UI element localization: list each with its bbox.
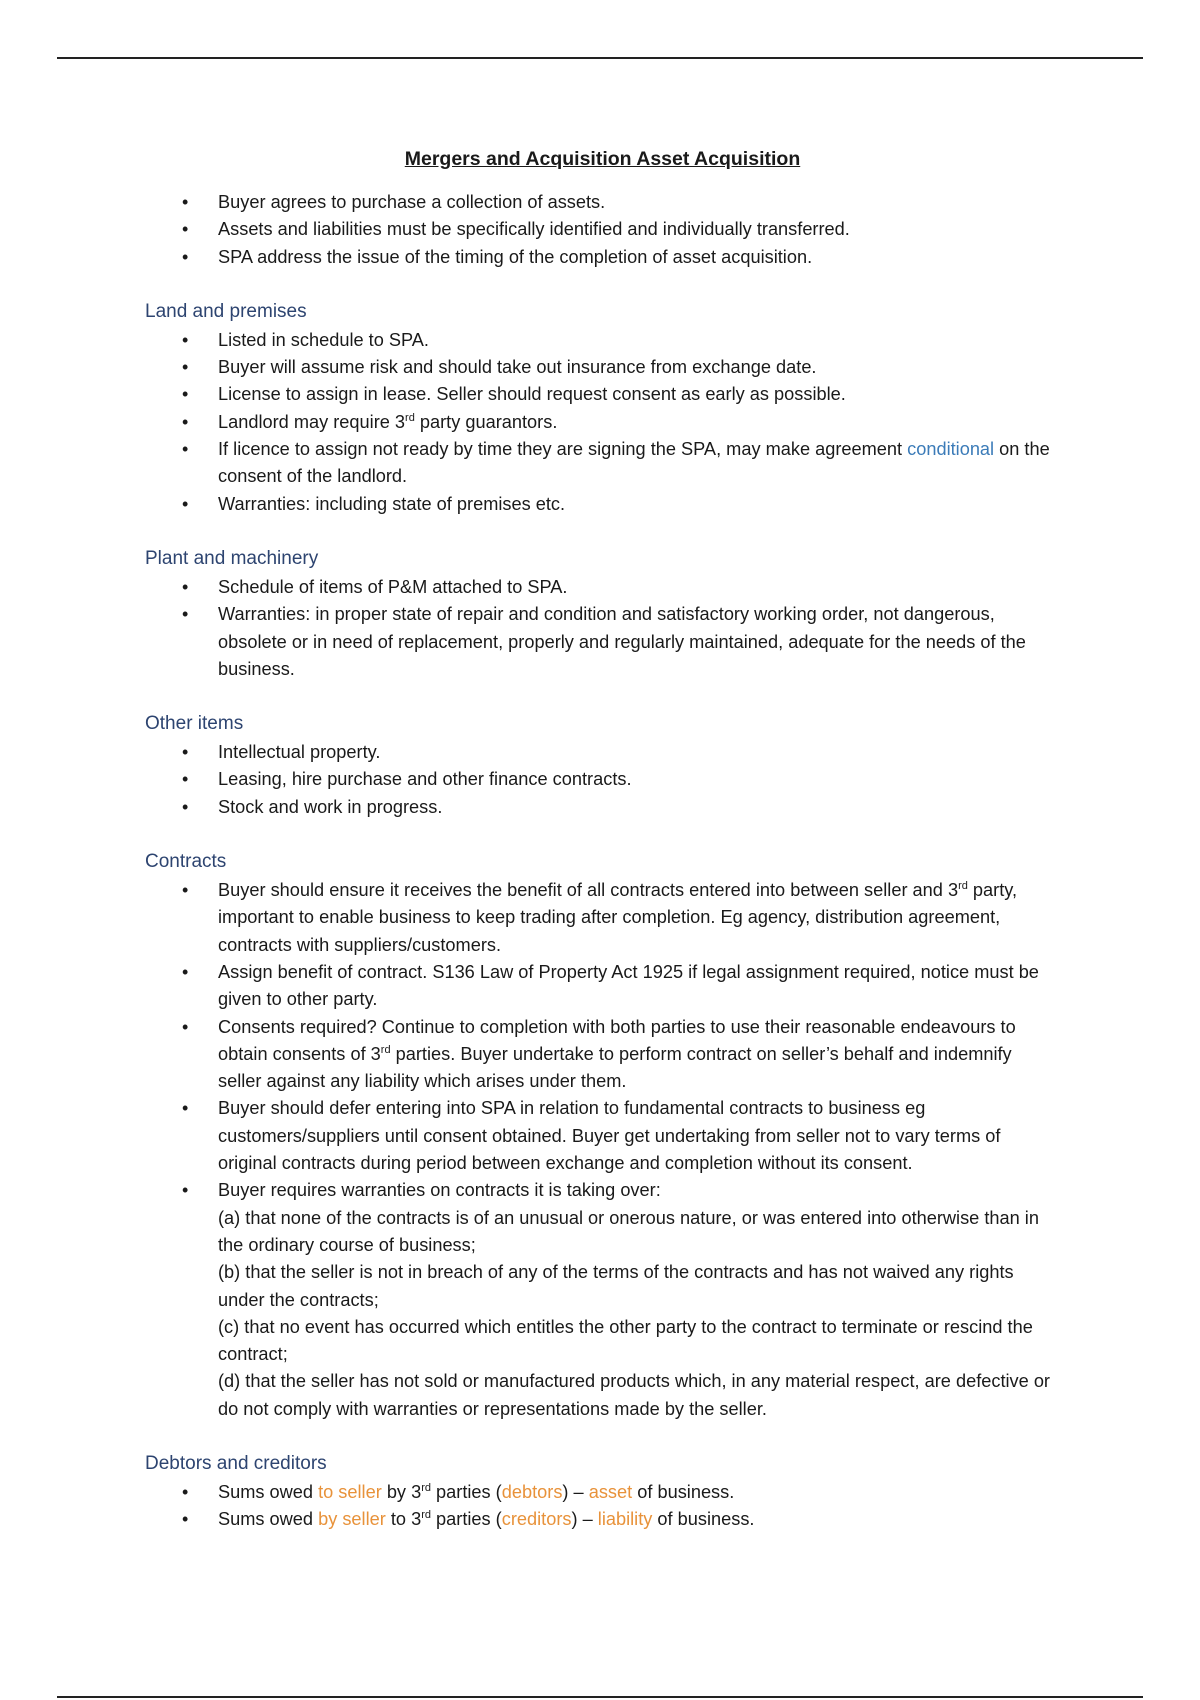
- list-item: [145, 409, 1060, 436]
- text-run: Buyer should ensure it receives the benefit of all contracts entered into between seller and 3: [218, 880, 959, 901]
- warranty-a: (a) that none of the contracts is of an unusual or onerous nature, or was entered into otherwise than in the ordinary course of business;: [218, 1207, 1039, 1255]
- page-title: Mergers and Acquisition Asset Acquisition: [404, 148, 801, 170]
- list-item: • Warranties: including state of premises etc.: [145, 491, 1060, 518]
- list-item: [145, 1014, 1060, 1096]
- text-run: party, important to enable business to keep trading after completion. Eg agency, distribution agreement, contracts with suppliers/customers.: [218, 880, 1018, 955]
- text-run: of business.: [632, 1481, 735, 1502]
- text-run: • Buyer requires warranties on contracts it is taking over:: [218, 1180, 661, 1201]
- warranty-b: (b) that the seller is not in breach of any of the terms of the contracts and has not waived any rights under the contracts;: [218, 1262, 1014, 1310]
- superscript: rd: [380, 1043, 391, 1056]
- list-item: [145, 1177, 1060, 1423]
- list-item: • Stock and work in progress.: [145, 794, 1060, 821]
- text-run: Landlord may require 3: [218, 411, 406, 432]
- footer-rule: [57, 1696, 1143, 1698]
- list-item: • SPA address the issue of the timing of the completion of asset acquisition.: [145, 244, 1060, 271]
- text-run: If licence to assign not ready by time they are signing the SPA, may make agreement: [218, 439, 908, 460]
- superscript: rd: [958, 879, 968, 892]
- warranty-d: (d) that the seller has not sold or manufactured products which, in any material respect, are defective or do not comply with warranties or representations made by the seller.: [218, 1371, 1050, 1419]
- text-run: ) –: [562, 1481, 589, 1502]
- superscript: rd: [405, 411, 415, 424]
- list-item: [145, 877, 1060, 959]
- highlight-asset: asset: [588, 1481, 633, 1502]
- contracts-list: [145, 877, 1060, 1423]
- land-list: [145, 327, 1060, 518]
- text-run: party guarantors.: [414, 411, 558, 432]
- highlight-by-seller: by seller: [318, 1509, 386, 1530]
- list-item: • Buyer should defer entering into SPA in relation to fundamental contracts to business eg customers/suppliers until consent obtained. Buyer get undertaking from seller not to vary terms of original contracts during period between exchange and completion without its consent.: [145, 1095, 1060, 1177]
- superscript: rd: [421, 1481, 431, 1494]
- list-item: • Leasing, hire purchase and other finance contracts.: [145, 766, 1060, 793]
- plant-list: [145, 574, 1060, 683]
- text-run: on the consent of the landlord.: [218, 439, 1050, 487]
- list-item: • Warranties: in proper state of repair and condition and satisfactory working order, not dangerous, obsolete or in need of replacement, properly and regularly maintained, adequate for the needs of the business.: [145, 601, 1060, 683]
- section-heading-debtors: Debtors and creditors: [145, 1452, 327, 1474]
- list-item: [145, 436, 1060, 491]
- warranty-c: (c) that no event has occurred which entitles the other party to the contract to terminate or rescind the contract;: [218, 1316, 1033, 1365]
- list-item: • License to assign in lease. Seller should request consent as early as possible.: [145, 381, 1060, 408]
- section-heading-land: Land and premises: [145, 300, 307, 322]
- text-run: Sums owed: [218, 1481, 319, 1502]
- list-item: • Buyer will assume risk and should take out insurance from exchange date.: [145, 354, 1060, 381]
- other-list: [145, 739, 1060, 821]
- header-rule: [57, 57, 1143, 59]
- debtors-list: [145, 1479, 1060, 1534]
- list-item: [145, 1506, 1060, 1533]
- list-item: • Buyer agrees to purchase a collection of assets.: [145, 189, 1060, 216]
- highlight-debtors: debtors: [501, 1481, 563, 1502]
- text-run: to 3: [385, 1509, 422, 1530]
- text-run: by 3: [381, 1481, 422, 1502]
- text-run: parties (: [430, 1481, 502, 1502]
- highlight-to-seller: to seller: [318, 1481, 382, 1502]
- section-heading-other: Other items: [145, 713, 244, 735]
- text-run: of business.: [652, 1509, 755, 1530]
- section-heading-plant: Plant and machinery: [145, 547, 319, 569]
- text-run: ) –: [571, 1509, 598, 1530]
- superscript: rd: [421, 1509, 431, 1522]
- document-body: [145, 140, 1060, 1534]
- list-item: • Schedule of items of P&M attached to SPA.: [145, 574, 1060, 601]
- list-item: • Assets and liabilities must be specifically identified and individually transferred.: [145, 216, 1060, 243]
- list-item: [145, 1479, 1060, 1506]
- highlight-conditional: conditional: [907, 439, 995, 460]
- list-item: • Listed in schedule to SPA.: [145, 327, 1060, 354]
- intro-list: [145, 189, 1060, 271]
- highlight-liability: liability: [597, 1509, 653, 1530]
- highlight-creditors: creditors: [501, 1509, 572, 1530]
- list-item: • Assign benefit of contract. S136 Law of Property Act 1925 if legal assignment required, notice must be given to other party.: [145, 959, 1060, 1014]
- list-item: • Intellectual property.: [145, 739, 1060, 766]
- section-heading-contracts: Contracts: [145, 851, 227, 873]
- text-run: Consents required? Continue to completion with both parties to use their reasonable endeavours to obtain consents of 3: [218, 1016, 1016, 1064]
- text-run: parties (: [430, 1509, 502, 1530]
- text-run: Sums owed: [218, 1509, 319, 1530]
- text-run: parties. Buyer undertake to perform contract on seller’s behalf and indemnify seller against any liability which arises under them.: [218, 1043, 1012, 1092]
